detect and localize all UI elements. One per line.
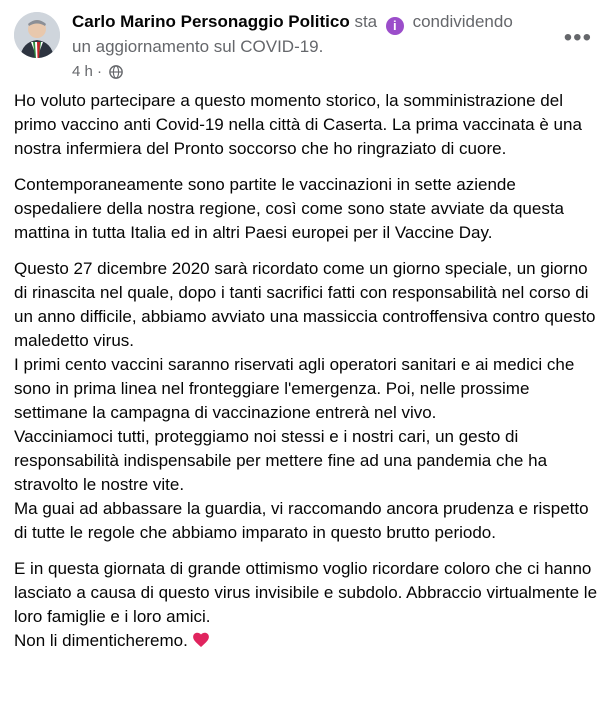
activity-text[interactable]: condividendo un aggiornamento sul COVID-19. <box>72 12 513 56</box>
post-line: Contemporaneamente sono partite le vaccinazioni in sette aziende ospedaliere della nostra regione, così come sono state avviate da questa mattina in tutta Italia ed in altri Paesi europei per il Vaccine Day. <box>14 175 565 242</box>
more-options-icon[interactable]: ••• <box>563 24 592 51</box>
post-line <box>14 629 604 655</box>
post-line: Ma guai ad abbassare la guardia, vi raccomando ancora prudenza e rispetto di tutte le regole che abbiamo imparato in questo brutto periodo. <box>14 499 589 542</box>
info-icon: i <box>386 17 404 35</box>
globe-icon[interactable] <box>109 65 123 83</box>
author-name[interactable]: Carlo Marino Personaggio Politico <box>72 12 350 31</box>
post-paragraph <box>14 173 604 245</box>
post-time[interactable]: 4 h <box>72 63 93 80</box>
post-paragraph <box>14 557 604 655</box>
post-header <box>14 10 604 82</box>
activity-prefix: sta <box>354 12 378 31</box>
post-closing-text: Non li dimenticheremo. <box>14 631 188 650</box>
post-headline <box>72 10 532 59</box>
post-timestamp-row <box>72 63 532 83</box>
post-line: E in questa giornata di grande ottimismo voglio ricordare coloro che ci hanno lasciato a causa di questo virus invisibile e subdolo. Abbraccio virtualmente le loro famiglie e i loro amici. <box>14 559 598 626</box>
post-paragraph <box>14 89 604 161</box>
post-line: Vacciniamoci tutti, proteggiamo noi stessi e i nostri cari, un gesto di responsabilità indispensabile per mettere fine ad una pandemia che ha stravolto le nostre vite. <box>14 427 548 494</box>
post-paragraph <box>14 257 604 545</box>
post-meta <box>72 10 532 83</box>
post-line: I primi cento vaccini saranno riservati agli operatori sanitari e ai medici che sono in prima linea nel fronteggiare l'emergenza. Poi, nelle prossime settimane la campagna di vaccinazione entrerà nel vivo. <box>14 355 575 422</box>
avatar[interactable] <box>14 12 60 58</box>
avatar-image <box>14 12 60 58</box>
post-line: Questo 27 dicembre 2020 sarà ricordato come un giorno speciale, un giorno di rinascita nel quale, dopo i tanti sacrifici fatti con responsabilità nel corso di un anno difficile, abbiamo avviato una massiccia controffensiva contro questo maledetto virus. <box>14 259 596 350</box>
post-body <box>14 89 604 667</box>
post-line: Ho voluto partecipare a questo momento storico, la somministrazione del primo vaccino anti Covid-19 nella città di Caserta. La prima vaccinata è una nostra infermiera del Pronto soccorso che ho ringraziato di cuore. <box>14 91 582 158</box>
time-separator: · <box>97 63 103 80</box>
heart-icon <box>192 631 210 655</box>
